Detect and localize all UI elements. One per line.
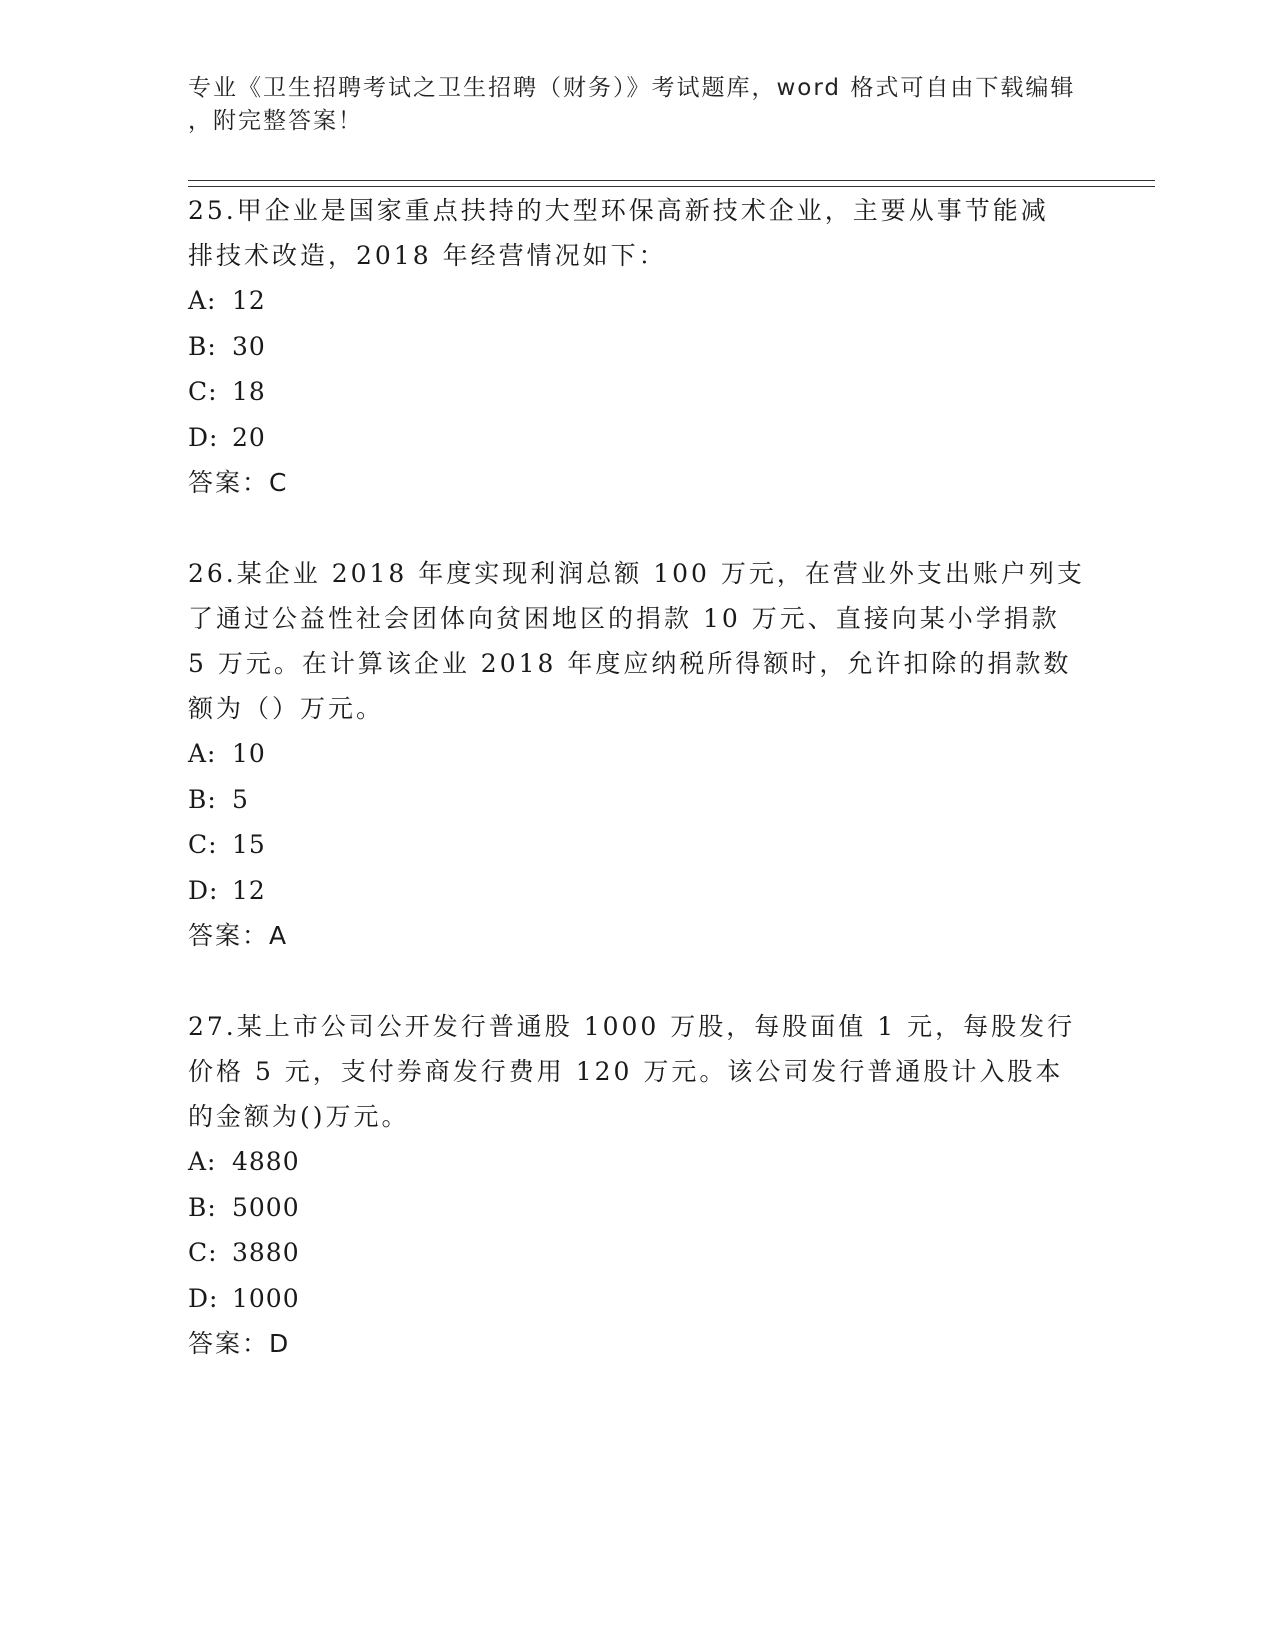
option-value: 20 (232, 422, 266, 452)
option-value: 10 (232, 739, 266, 768)
question-27 (188, 1004, 1088, 1366)
option-value: 5 (232, 784, 249, 814)
option-a (188, 731, 1088, 777)
header-line-1: 专业《卫生招聘考试之卫生招聘（财务）》考试题库，word 格式可自由下载编辑 (188, 75, 1076, 101)
question-line: 了通过公益性社会团体向贫困地区的捐款 10 万元、直接向某小学捐款 (188, 604, 1060, 633)
question-line: 排技术改造，2018 年经营情况如下： (188, 241, 667, 270)
header-divider-top (188, 180, 1155, 181)
question-line: 27.某上市公司公开发行普通股 1000 万股，每股面值 1 元，每股发行 (188, 1012, 1076, 1041)
option-d (188, 868, 1088, 914)
question-text (188, 1004, 1088, 1139)
question-line: 5 万元。在计算该企业 2018 年度应纳税所得额时，允许扣除的捐款数 (188, 649, 1072, 678)
header-divider-bottom (188, 186, 1155, 187)
question-text (188, 551, 1088, 731)
answer-line: 答案：C (188, 468, 289, 497)
option-label: A: (188, 739, 217, 768)
header-line-2: ，附完整答案！ (188, 108, 363, 134)
option-a (188, 278, 1088, 324)
option-d (188, 1276, 1088, 1322)
option-d (188, 415, 1088, 461)
question-text (188, 188, 1088, 278)
option-value: 15 (232, 830, 266, 859)
question-line: 额为（）万元。 (188, 694, 385, 723)
option-value: 1000 (232, 1283, 300, 1313)
option-c (188, 369, 1088, 415)
option-label: A: (188, 1147, 217, 1176)
option-label: D: (188, 875, 219, 905)
option-value: 5000 (232, 1192, 300, 1222)
option-label: B: (188, 331, 217, 361)
question-25 (188, 188, 1088, 505)
question-line: 26.某企业 2018 年度实现利润总额 100 万元，在营业外支出账户列支 (188, 559, 1085, 588)
option-label: B: (188, 1192, 217, 1222)
question-26 (188, 551, 1088, 958)
question-line: 价格 5 元，支付券商发行费用 120 万元。该公司发行普通股计入股本 (188, 1057, 1064, 1086)
option-b (188, 324, 1088, 370)
option-a (188, 1139, 1088, 1185)
option-b (188, 1185, 1088, 1231)
option-label: D: (188, 1283, 219, 1313)
option-label: D: (188, 422, 219, 452)
option-label: C: (188, 830, 218, 859)
option-c (188, 822, 1088, 868)
option-value: 12 (232, 286, 266, 315)
question-line: 的金额为()万元。 (188, 1102, 410, 1131)
option-value: 3880 (232, 1238, 300, 1267)
option-value: 18 (232, 377, 266, 406)
option-value: 30 (232, 331, 266, 361)
option-label: A: (188, 286, 217, 315)
option-label: C: (188, 377, 218, 406)
answer-line: 答案：D (188, 1329, 291, 1358)
question-line: 25.甲企业是国家重点扶持的大型环保高新技术企业，主要从事节能减 (188, 196, 1049, 225)
option-value: 12 (232, 875, 266, 905)
option-value: 4880 (232, 1147, 300, 1176)
answer-line: 答案：A (188, 921, 289, 950)
option-label: C: (188, 1238, 218, 1267)
option-label: B: (188, 784, 217, 814)
option-b (188, 777, 1088, 823)
document-header (188, 72, 1088, 138)
option-c (188, 1230, 1088, 1276)
